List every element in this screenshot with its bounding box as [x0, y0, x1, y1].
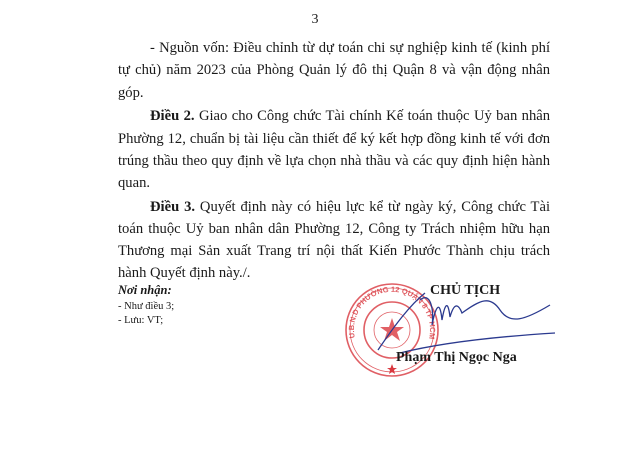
body-line: toán thuộc Uỷ ban nhân dân Phường 12, Công ty Trách nhiệm hữu hạn — [118, 221, 550, 237]
body-line: - Nguồn vốn: Điều chỉnh từ dự toán chi sự nghiệp kinh tế (kinh phí — [150, 40, 550, 56]
signer-title: CHỦ TỊCH — [430, 283, 501, 298]
article-2-label: Điều 2. — [150, 108, 195, 124]
body-line: góp. — [118, 85, 144, 101]
body-line: tự chủ) năm 2023 của Phòng Quản lý đô thị Quận 8 và vận động nhân — [118, 62, 550, 78]
body-line: Thương mại Sản xuất Trang trí nội thất Kiến Phước Thành chịu trách — [118, 243, 550, 259]
recipient-item: - Lưu: VT; — [118, 315, 164, 326]
svg-text:U.B.N.D PHƯỜNG 12 QUẬN 8 TP HC: U.B.N.D PHƯỜNG 12 QUẬN 8 TP HCM — [346, 284, 438, 340]
body-text: Giao cho Công chức Tài chính Kế toán thuộc Uỷ ban nhân — [198, 108, 550, 124]
article-2-line — [150, 107, 550, 125]
recipients-title: Nơi nhận: — [118, 283, 172, 297]
page-number: 3 — [311, 12, 319, 27]
body-text: Quyết định này có hiệu lực kể từ ngày ký, Công chức Tài — [199, 199, 550, 215]
recipient-item: - Như điều 3; — [118, 301, 175, 312]
body-line: hành Quyết định này./. — [118, 265, 251, 281]
body-line: Phường 12, chuẩn bị tài liệu cần thiết để ký kết hợp đồng kinh tế với đơn — [118, 131, 550, 147]
article-3-label: Điều 3. — [150, 199, 196, 215]
body-line: trúng thầu theo quy định về lựa chọn nhà thầu và các quy định hiện hành — [118, 153, 550, 169]
signer-name: Phạm Thị Ngọc Nga — [396, 350, 517, 365]
article-3-line — [150, 198, 550, 216]
body-line: quan. — [118, 175, 151, 191]
